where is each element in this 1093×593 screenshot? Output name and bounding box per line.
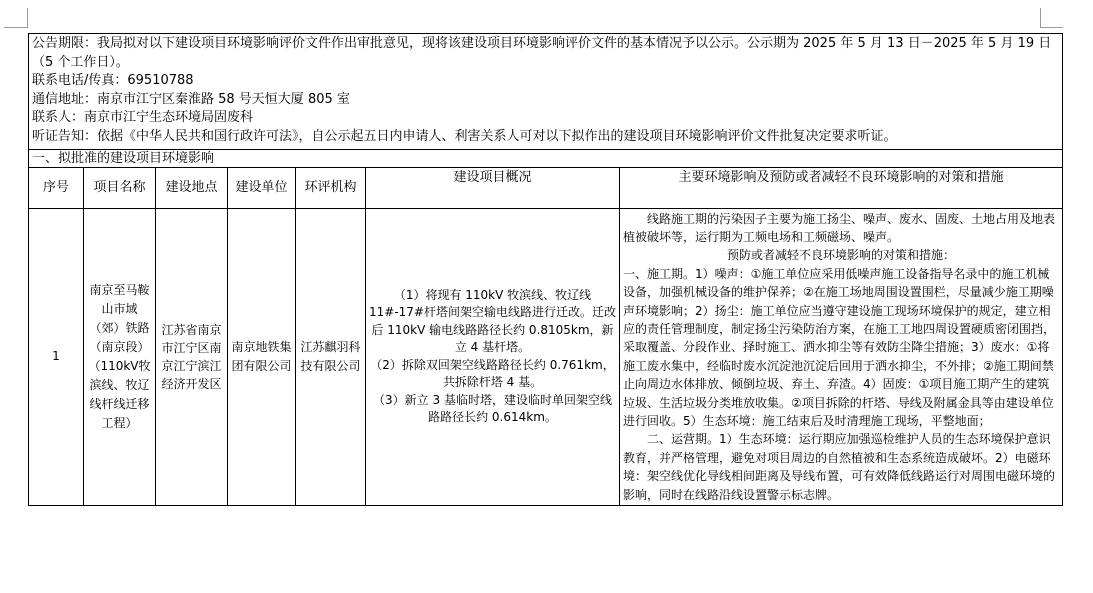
notice-phone-text: 联系电话/传真：69510788: [32, 73, 194, 89]
page-corner-mark-right-horizontal: [1041, 27, 1063, 28]
row-measures: [620, 208, 1063, 506]
row-builder: 南京地铁集团有限公司: [228, 208, 296, 506]
summary-item-1: （1）将现有 110kV 牧滨线、牧辽线 11#-17#杆塔间架空输电线路进行迁改。迁改后 110kV 输电线路路径长约 0.8105km，新立 4 基杆塔。: [369, 287, 616, 355]
measures-construction: 一、施工期。1）噪声：①施工单位应采用低噪声施工设备指导名录中的施工机械设备，加强机械设备的维护保养；②在施工场地周围设置围栏，尽量减少施工期噪声环境影响；2）扬尘：施工单位应当遵守建设施工现场环境保护的规定，建立相应的责任管理制度，制定扬尘污染防治方案，在施工工地四周设置硬质密闭围挡，采取覆盖、分段作业、择时施工、洒水抑尘等有效防尘降尘措施；3）废水：①将施工废水集中，经临时废水沉淀池沉淀后回用于洒水抑尘，不外排；②施工期间禁止向周边水体排放、倾倒垃圾、弃土、弃渣。4）固废：①项目施工期产生的建筑垃圾、生活垃圾分类堆放收集。②项目拆除的杆塔、导线及附属金具等由建设单位进行回收。5）生态环境：施工结束后及时清理施工现场，平整地面；: [623, 266, 1056, 429]
table-row: [29, 208, 1063, 506]
column-header-seq: 序号: [29, 167, 84, 208]
page-corner-mark-right-vertical: [1040, 8, 1041, 28]
notice-header-row: [29, 34, 1063, 150]
column-header-measures: 主要环境影响及预防或者减轻不良环境影响的对策和措施: [620, 167, 1063, 208]
column-header-summary: 建设项目概况: [366, 167, 620, 208]
notice-period-text: 公告期限：我局拟对以下建设项目环境影响评价文件作出审批意见，现将该建设项目环境影响评价文件的基本情况予以公示。公示期为 2025 年 5 月 13 日－2025 年 5 月 19 日（5 个工作日）。: [32, 36, 1052, 70]
page-corner-mark-left-vertical: [27, 8, 28, 28]
notice-hearing-text: 听证告知：依据《中华人民共和国行政许可法》，自公示起五日内申请人、利害关系人可对以下拟作出的建设项目环境影响评价文件批复决定要求听证。: [32, 128, 897, 144]
column-header-row: [29, 167, 1063, 208]
measures-operation: 二、运营期。1）生态环境：运行期应加强巡检维护人员的生态环境保护意识教育，并严格管理，避免对项目周边的自然植被和生态系统造成破坏。2）电磁环境：架空线优化导线相间距离及导线布置，可有效降低线路运行对周围电磁环境的影响，同时在线路沿线设置警示标志牌。: [623, 432, 1056, 502]
section-title-row: [29, 149, 1063, 167]
notice-address-text: 通信地址：南京市江宁区秦淮路 58 号天恒大厦 805 室: [32, 91, 350, 107]
measures-subtitle: 预防或者减轻不良环境影响的对策和措施：: [727, 248, 956, 263]
page-corner-mark-left-horizontal: [4, 27, 27, 28]
notice-header-cell: [29, 34, 1063, 150]
section-title: 一、拟批准的建设项目环境影响: [29, 149, 1063, 167]
summary-item-2: （2）拆除双回架空线路路径长约 0.761km，共拆除杆塔 4 基。: [370, 357, 615, 390]
column-header-name: 项目名称: [84, 167, 156, 208]
column-header-builder: 建设单位: [228, 167, 296, 208]
column-header-location: 建设地点: [156, 167, 228, 208]
column-header-eia-org: 环评机构: [296, 167, 366, 208]
eia-notice-table: [28, 33, 1063, 506]
row-seq: 1: [29, 208, 84, 506]
summary-item-3: （3）新立 3 基临时塔，建设临时单回架空线路路径长约 0.614km。: [373, 392, 612, 425]
row-eia-org: 江苏麒羽科技有限公司: [296, 208, 366, 506]
row-summary: [366, 208, 620, 506]
row-project-name: 南京至马鞍山市域（郊）铁路（南京段）（110kV牧滨线、牧辽线杆线迁移工程）: [84, 208, 156, 506]
row-location: 江苏省南京市江宁区南京江宁滨江经济开发区: [156, 208, 228, 506]
notice-contact-text: 联系人：南京市江宁生态环境局固废科: [32, 110, 254, 126]
measures-intro: 线路施工期的污染因子主要为施工扬尘、噪声、废水、固废、土地占用及地表植被破坏等，运行期为工频电场和工频磁场、噪声。: [623, 211, 1056, 244]
